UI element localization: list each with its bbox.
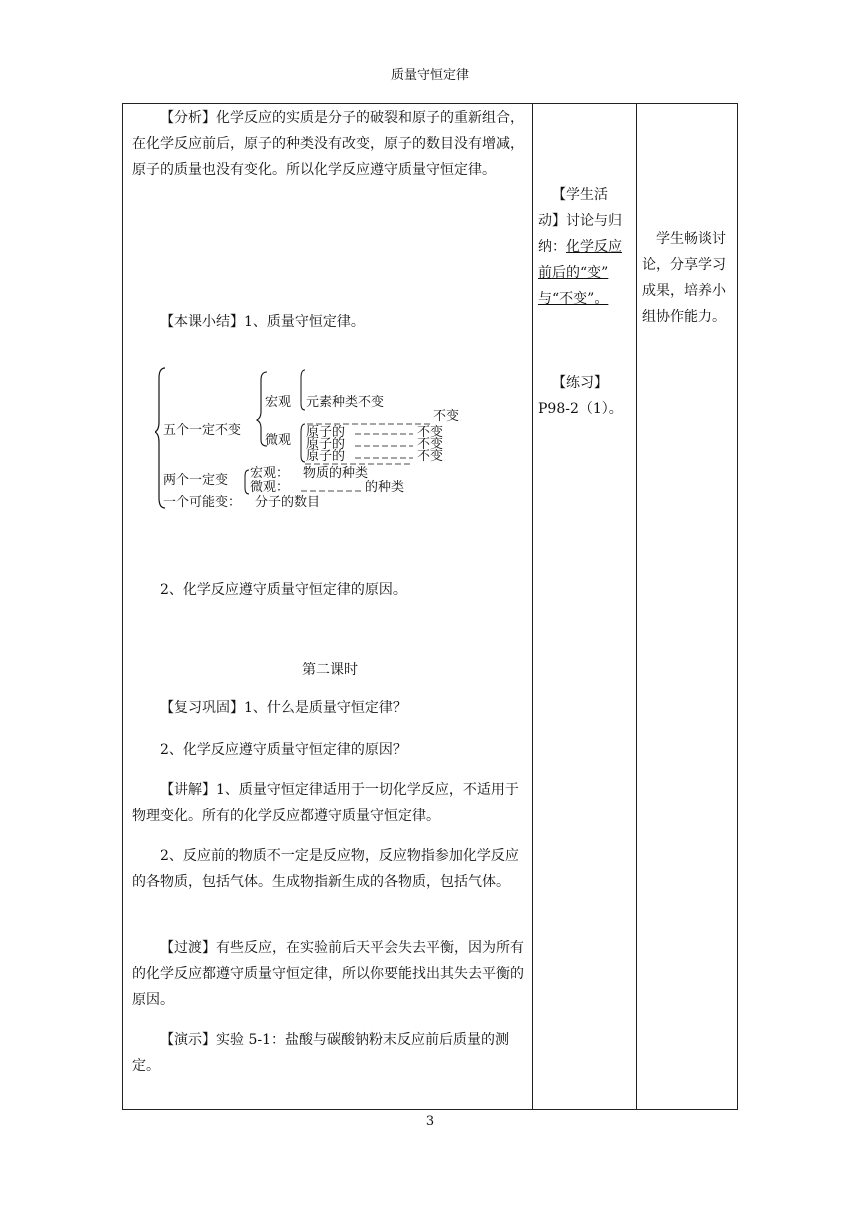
atom-row-2: 原子的 (306, 437, 346, 452)
review-question-1: 【复习巩固】1、什么是质量守恒定律？ (160, 700, 407, 716)
exercise-reference: P98-2（1）。 (538, 401, 623, 417)
activity-line-3: 纳：化学反应 (538, 239, 622, 255)
two-change-label: 两个一定变 (163, 473, 229, 488)
column-divider-2 (636, 103, 637, 1110)
design-intent-text: 学生畅谈讨论，分享学习成果，培养小组协作能力。 (642, 231, 726, 325)
micro-label: 微观 (265, 433, 292, 448)
macro2-label: 宏观： (250, 466, 290, 481)
element-type-unchanged: 元素种类不变 (306, 395, 385, 410)
student-activity-block (538, 182, 630, 312)
atom-row-3-unchanged: 不变 (417, 449, 444, 464)
atom-row-2-unchanged: 不变 (417, 437, 444, 452)
transition-paragraph: 【过渡】有些反应，在实验前后天平会失去平衡，因为所有的化学反应都遵守质量守恒定律，所以你要能找出其失去平衡的原因。 (132, 940, 524, 1008)
summary-reason: 2、化学反应遵守质量守恒定律的原因。 (160, 582, 407, 598)
macro-label: 宏观 (265, 395, 292, 410)
macro-brace (301, 370, 305, 410)
molecule-count: 分子的数目 (255, 495, 321, 510)
mass-unchanged: 不变 (433, 409, 460, 424)
summary-heading: 【本课小结】1、质量守恒定律。 (160, 314, 365, 330)
atom-row-1-unchanged: 不变 (417, 425, 444, 440)
review-question-2: 2、化学反应遵守质量守恒定律的原因？ (160, 742, 407, 758)
activity-line-4: 前后的“变” (538, 265, 609, 281)
activity-line-1: 【学生活 (552, 187, 608, 203)
one-may-change-label: 一个可能变： (163, 495, 242, 510)
substance-type: 物质的种类 (303, 466, 369, 481)
analysis-paragraph: 【分析】化学反应的实质是分子的破裂和原子的重新组合，在化学反应前后，原子的种类没有改变，原子的数目没有增减，原子的质量也没有变化。所以化学反应遵守质量守恒定律。 (132, 110, 524, 178)
column-divider-1 (532, 103, 533, 1110)
second-lesson-title: 第二课时 (302, 662, 358, 678)
micro2-label: 微观： (250, 480, 290, 495)
micro-brace (301, 424, 305, 462)
summary-brace-diagram (155, 360, 485, 520)
type-suffix: 的种类 (365, 480, 405, 495)
lecture-point-2: 2、反应前的物质不一定是反应物，反应物指参加化学反应的各物质，包括气体。生成物指新生成的各物质，包括气体。 (132, 848, 519, 890)
exercise-label: 【练习】 (552, 375, 608, 391)
activity-line-2: 动】讨论与归 (538, 213, 622, 229)
page-number: 3 (425, 1114, 435, 1129)
lecture-point-1: 【讲解】1、质量守恒定律适用于一切化学反应，不适用于物理变化。所有的化学反应都遵守质量守恒定律。 (132, 782, 519, 824)
atom-row-1: 原子的 (306, 425, 346, 440)
activity-line-5: 与“不变”。 (538, 291, 609, 307)
five-constant-label: 五个一定不变 (163, 423, 242, 438)
exercise-block (538, 370, 630, 422)
page-header: 质量守恒定律 (390, 68, 469, 83)
atom-row-3: 原子的 (306, 449, 346, 464)
demo-paragraph: 【演示】实验 5-1：盐酸与碳酸钠粉末反应前后质量的测定。 (132, 1032, 509, 1074)
